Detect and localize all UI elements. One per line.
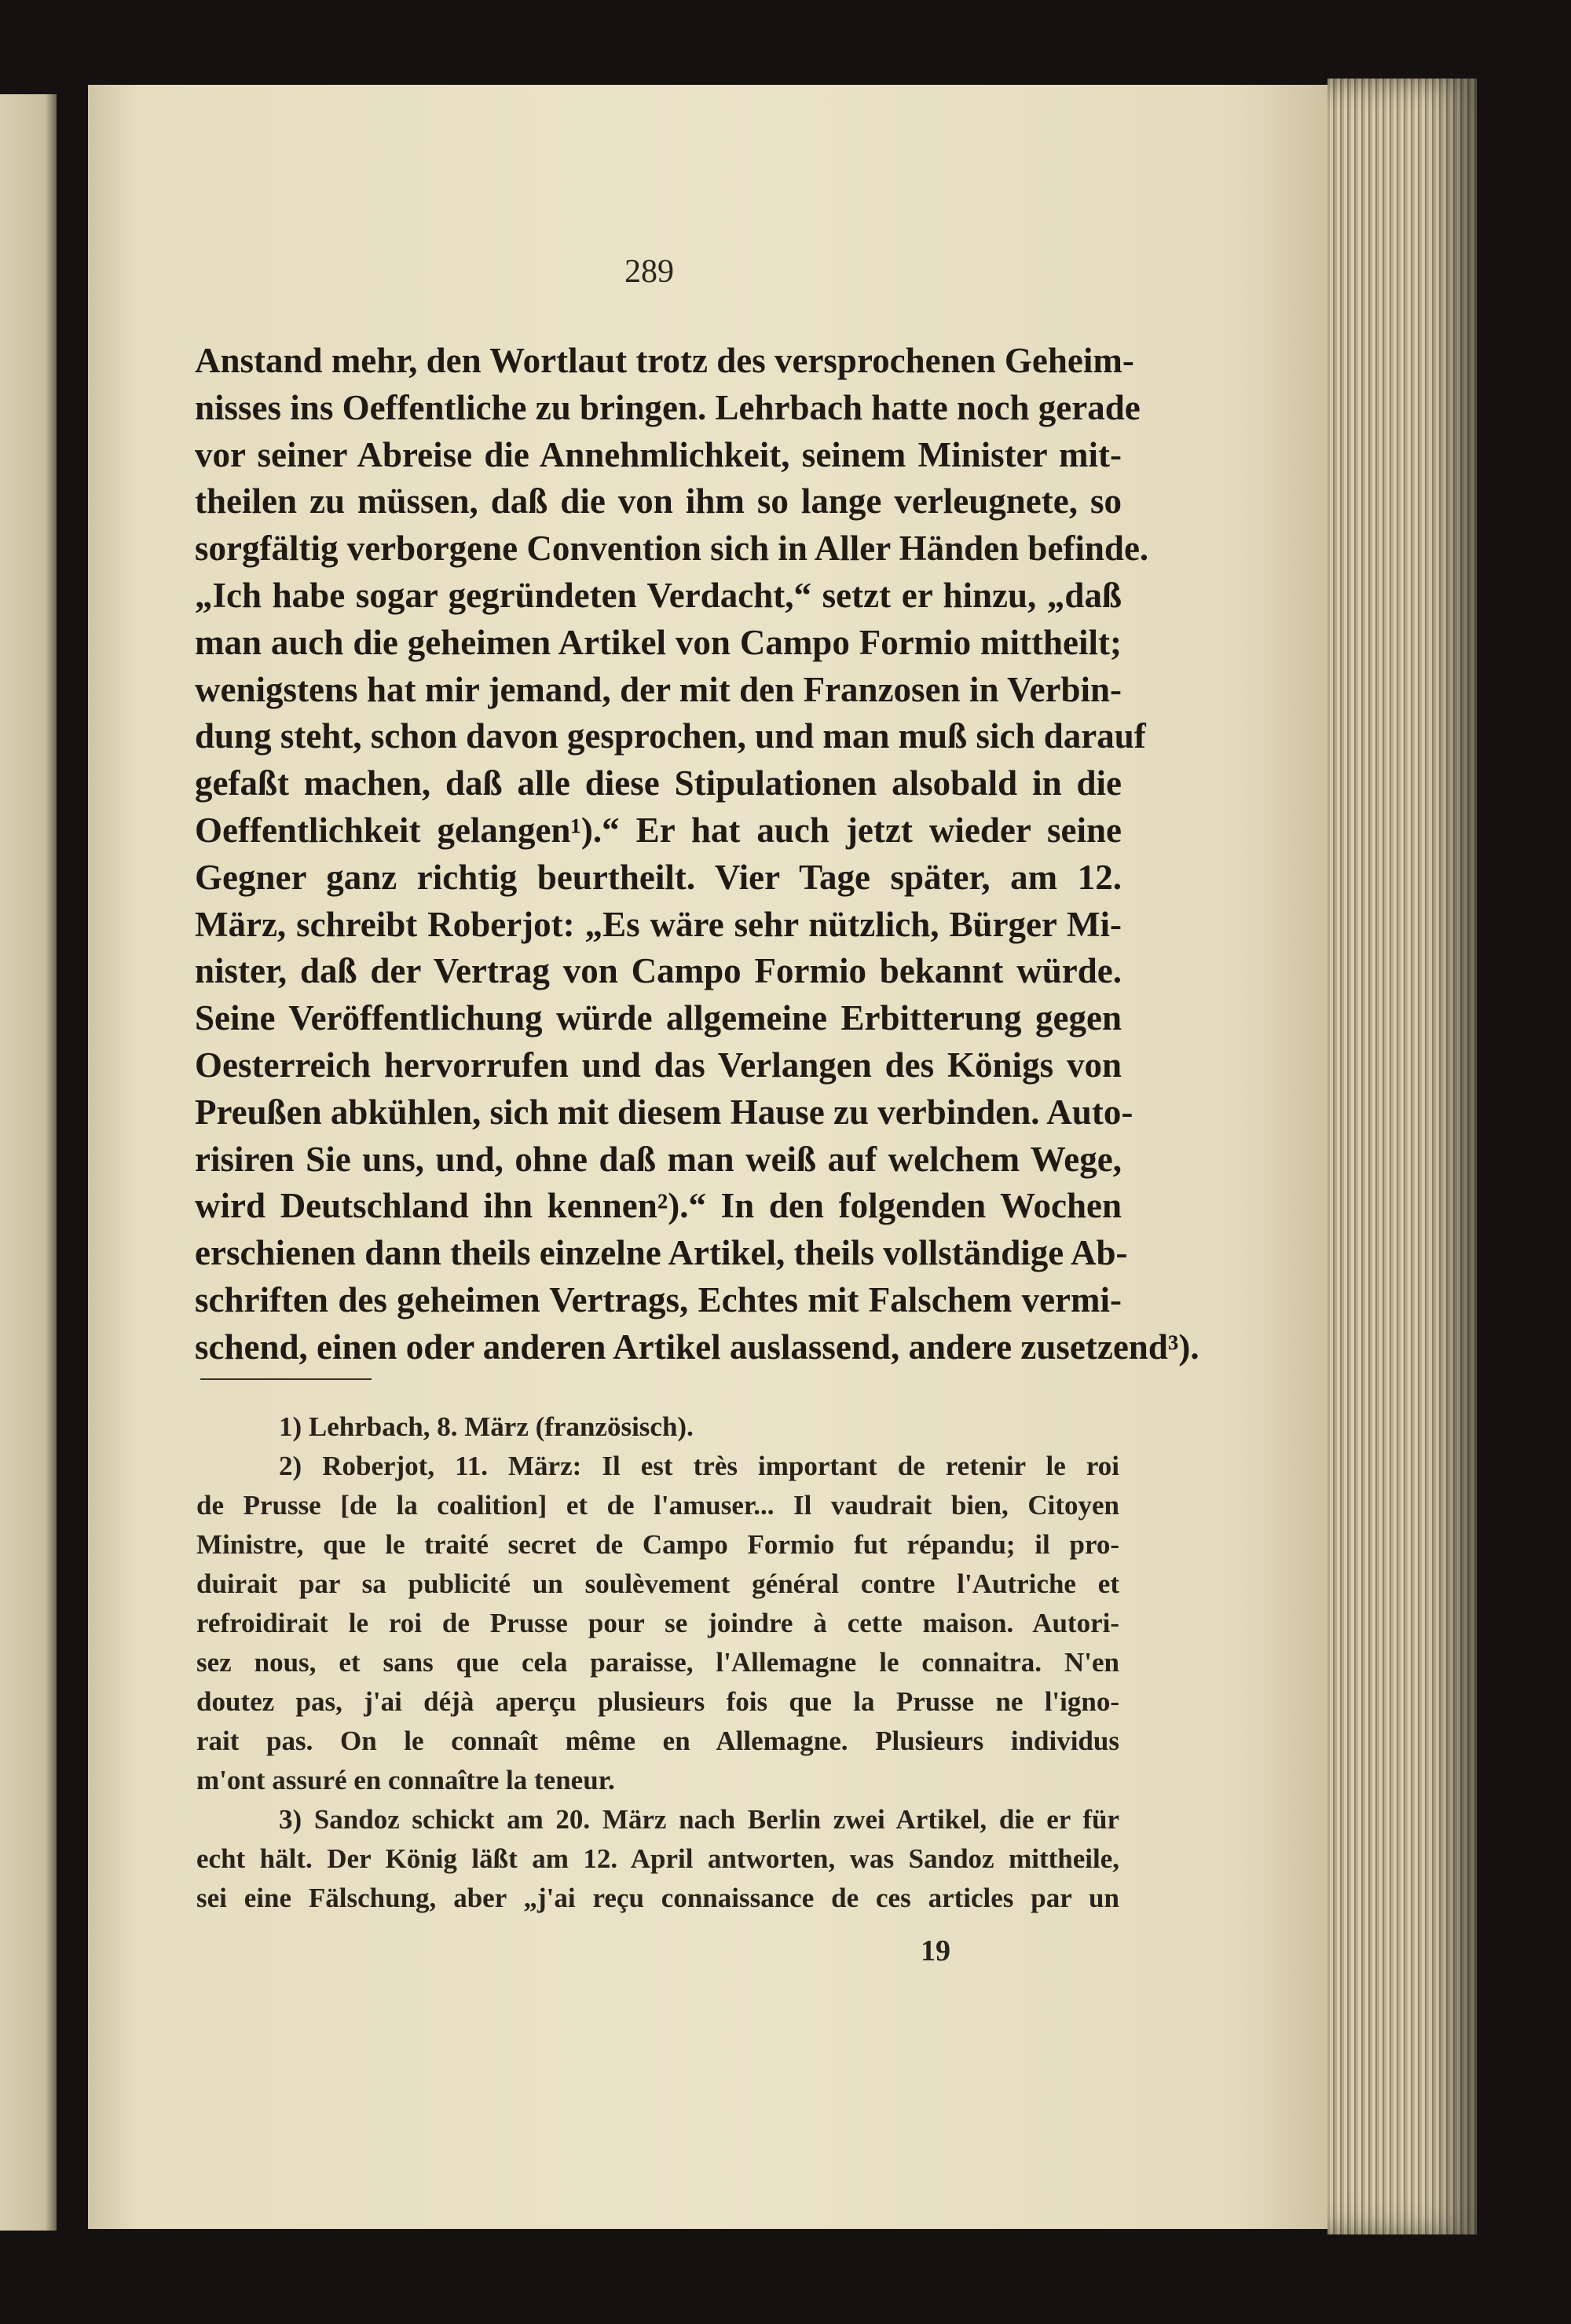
footnote-line: doutez pas, j'ai déjà aperçu plusieurs fois que la Prusse ne l'igno- xyxy=(196,1686,1119,1717)
text-line: risiren Sie uns, und, ohne daß man weiß auf welchem Wege, xyxy=(195,1139,1122,1179)
footnote-line: echt hält. Der König läßt am 12. April antworten, was Sandoz mittheile, xyxy=(196,1843,1119,1874)
text-line: theilen zu müssen, daß die von ihm so lange verleugnete, so xyxy=(195,481,1122,522)
page-number: 289 xyxy=(624,254,674,290)
text-line: nisses ins Oeffentliche zu bringen. Lehrbach hatte noch gerade xyxy=(195,387,1141,427)
text-line: „Ich habe sogar gegründeten Verdacht,“ setzt er hinzu, „daß xyxy=(195,575,1122,615)
text-line: erschienen dann theils einzelne Artikel, theils vollständige Ab- xyxy=(195,1233,1128,1273)
text-line: Oeffentlichkeit gelangen¹).“ Er hat auch jetzt wieder seine xyxy=(195,810,1122,850)
text-line: sorgfältig verborgene Convention sich in Aller Händen befinde. xyxy=(195,529,1149,569)
text-line: Gegner ganz richtig beurtheilt. Vier Tage später, am 12. xyxy=(195,857,1122,897)
text-line: dung steht, schon davon gesprochen, und man muß sich darauf xyxy=(195,716,1146,756)
text-line: wird Deutschland ihn kennen²).“ In den folgenden Wochen xyxy=(195,1186,1122,1226)
footnote-line: duirait par sa publicité un soulèvement général contre l'Autriche et xyxy=(196,1568,1119,1599)
text-line: gefaßt machen, daß alle diese Stipulationen alsobald in die xyxy=(195,763,1122,803)
text-line: schriften des geheimen Vertrags, Echtes mit Falschem vermi- xyxy=(195,1279,1122,1319)
text-line: vor seiner Abreise die Annehmlichkeit, seinem Minister mit- xyxy=(195,434,1122,474)
text-line: Oesterreich hervorrufen und das Verlangen des Königs von xyxy=(195,1045,1122,1085)
text-line: Preußen abkühlen, sich mit diesem Hause zu verbinden. Auto- xyxy=(195,1092,1133,1132)
page-stack-edge xyxy=(1327,79,1477,2234)
footnote-line: sei eine Fälschung, aber „j'ai reçu connaissance de ces articles par un xyxy=(196,1883,1119,1913)
footnote-line: de Prusse [de la coalition] et de l'amuser... Il vaudrait bien, Citoyen xyxy=(196,1490,1119,1521)
footnote-line: sez nous, et sans que cela paraisse, l'Allemagne le connaitra. N'en xyxy=(196,1647,1119,1678)
text-line: wenigstens hat mir jemand, der mit den Franzosen in Verbin- xyxy=(195,669,1122,709)
text-line: Anstand mehr, den Wortlaut trotz des versprochenen Geheim- xyxy=(195,341,1134,380)
signature-mark: 19 xyxy=(921,1934,950,1967)
text-line: schend, einen oder anderen Artikel auslassend, andere zusetzend³). xyxy=(195,1327,1199,1367)
main-text xyxy=(195,338,1199,1371)
text-line: März, schreibt Roberjot: „Es wäre sehr nützlich, Bürger Mi- xyxy=(195,904,1122,944)
footnote-line: Ministre, que le traité secret de Campo Formio fut répandu; il pro- xyxy=(196,1529,1119,1560)
footnote-line: m'ont assuré en connaître la teneur. xyxy=(196,1765,615,1795)
facing-page-edge xyxy=(0,94,57,2231)
text-line: nister, daß der Vertrag von Campo Formio bekannt würde. xyxy=(195,951,1122,991)
footnote-line: 2) Roberjot, 11. März: Il est très important de retenir le roi xyxy=(279,1451,1119,1481)
footnotes xyxy=(196,1407,1119,1918)
footnote-rule xyxy=(200,1378,372,1380)
footnote-line: refroidirait le roi de Prusse pour se joindre à cette maison. Autori- xyxy=(196,1608,1119,1638)
text-line: man auch die geheimen Artikel von Campo Formio mittheilt; xyxy=(195,622,1122,662)
footnote-line: 1) Lehrbach, 8. März (französisch). xyxy=(279,1411,694,1442)
text-line: Seine Veröffentlichung würde allgemeine Erbitterung gegen xyxy=(195,998,1122,1038)
footnote-line: 3) Sandoz schickt am 20. März nach Berlin zwei Artikel, die er für xyxy=(279,1804,1119,1835)
footnote-line: rait pas. On le connaît même en Allemagne. Plusieurs individus xyxy=(196,1726,1119,1756)
